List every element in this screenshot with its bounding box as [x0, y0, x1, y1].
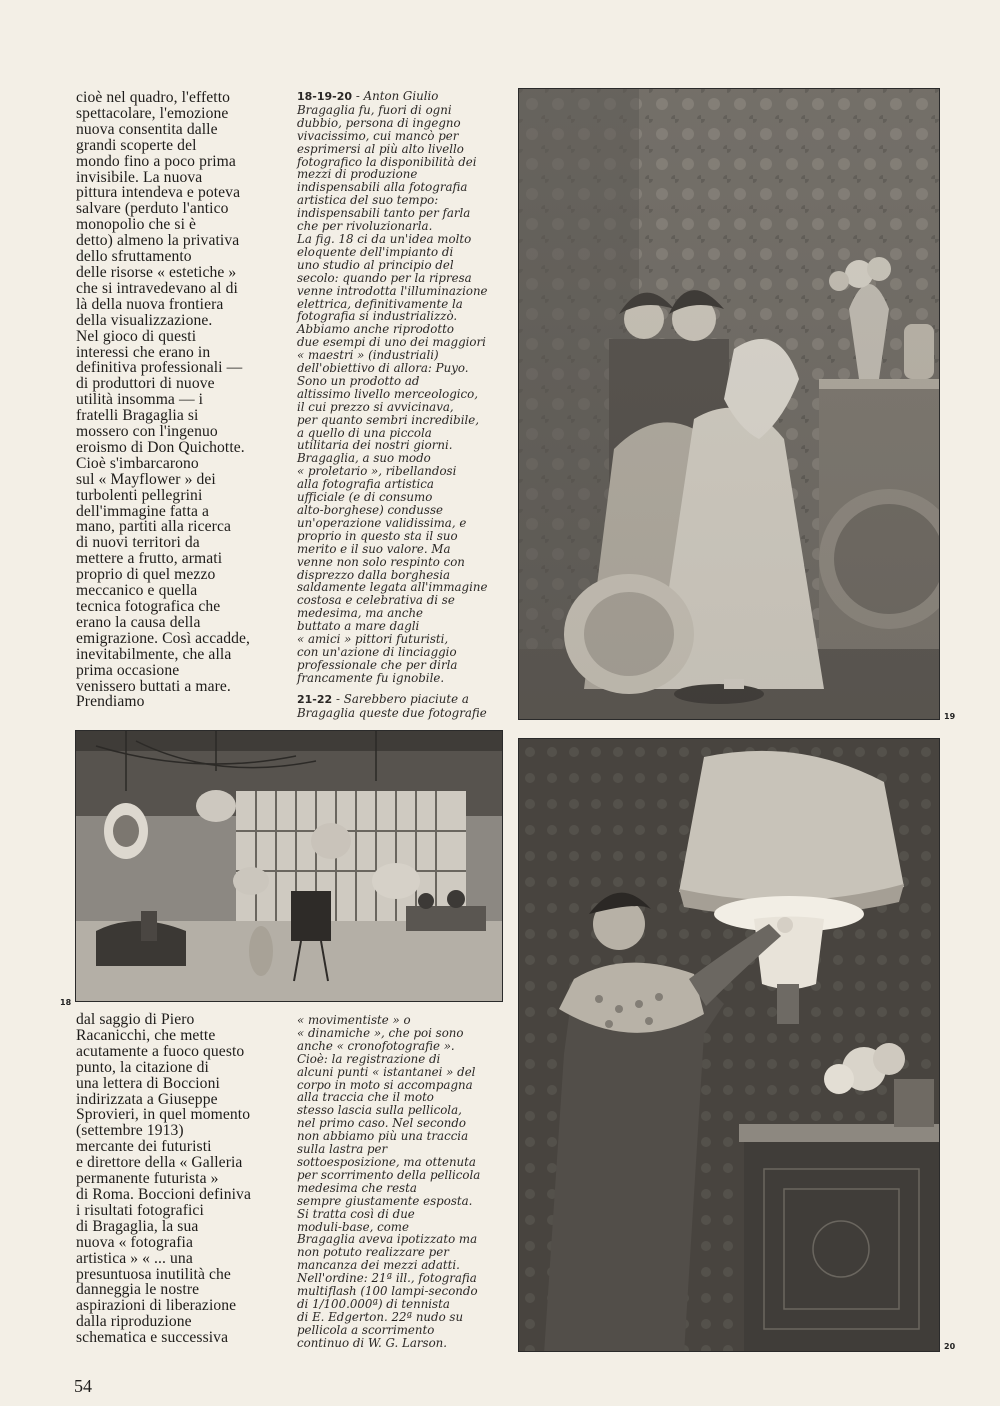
caption-line: altissimo livello merceologico,	[297, 386, 478, 401]
body-text-line: spettacolare, l'emozione	[76, 104, 229, 122]
figure-label-18: 18	[60, 998, 72, 1007]
caption-line: disprezzo dalla borghesia	[297, 567, 451, 582]
caption-line: alla fotografia artistica	[297, 477, 434, 492]
caption-line: sulla lastra per	[297, 1142, 388, 1157]
caption-line: per quanto sembri incredibile,	[297, 412, 479, 427]
body-text-line: tecnica fotografica che	[76, 598, 221, 615]
caption-line: non abbiamo più una traccia	[297, 1129, 469, 1144]
body-text-line: turbolenti pellegrini	[76, 486, 203, 504]
body-text-line: di nuovi territori da	[76, 534, 200, 552]
body-text-line: Sprovieri, in quel momento	[76, 1106, 251, 1124]
body-text-line: monopolio che si è	[76, 216, 197, 234]
caption-line: di E. Edgerton. 22ª nudo su	[297, 1309, 464, 1324]
body-text-line: erano la causa della	[76, 613, 201, 631]
caption-line: Bragaglia fu, fuori di ogni	[297, 102, 452, 117]
caption-line: venne non solo respinto con	[297, 554, 465, 569]
body-text-line: mano, partiti alla ricerca	[76, 518, 231, 536]
caption-line: eloquente dell'impianto di	[297, 244, 454, 259]
caption-figure-number: 21-22	[297, 692, 337, 706]
body-text-line: nuova « fotografia	[76, 1233, 193, 1251]
figure-label-19: 19	[944, 712, 956, 721]
body-text-line: indirizzata a Giuseppe	[76, 1090, 218, 1108]
caption-line: sempre giustamente esposta.	[297, 1193, 473, 1208]
body-text-line: di Roma. Boccioni definiva	[76, 1185, 251, 1203]
caption-line: La fig. 18 ci da un'idea molto	[297, 231, 472, 246]
body-text-line: i risultati fotografici	[76, 1201, 204, 1219]
caption-line: vivacissimo, cui mancò per	[297, 128, 459, 143]
caption-line: anche « cronofotografie ».	[297, 1038, 455, 1053]
body-text-column-bottom	[76, 1012, 286, 1346]
body-text-line: danneggia le nostre	[76, 1281, 200, 1299]
body-text-line: proprio di quel mezzo	[76, 566, 216, 584]
body-text-line: acutamente a fuoco questo	[76, 1042, 245, 1060]
caption-line: dell'obiettivo di allora: Puyo.	[297, 361, 469, 376]
body-text-line: interessi che erano in	[76, 343, 211, 361]
caption-line: indispensabili tanto per farla	[297, 206, 471, 221]
body-text-line: invisibile. La nuova	[76, 168, 203, 186]
body-text-line: sul « Mayflower » dei	[76, 470, 216, 488]
caption-line: sottoesposizione, ma ottenuta	[297, 1154, 476, 1169]
body-text-line: di produttori di nuove	[76, 375, 215, 393]
caption-line: alcuni punti « istantanei » del	[297, 1064, 476, 1079]
caption-line: continuo di W. G. Larson.	[297, 1335, 448, 1350]
caption-line: venne introdotta l'illuminazione	[297, 283, 488, 298]
caption-line: medesima, ma anche	[297, 606, 424, 621]
caption-line: mezzi di produzione	[297, 167, 418, 182]
caption-line: francamente fu ignobile.	[297, 670, 445, 685]
body-text-line: eroismo di Don Quichotte.	[76, 438, 245, 456]
caption-line: merito e il suo valore. Ma	[297, 541, 451, 556]
body-text-line: Racanicchi, che mette	[76, 1026, 216, 1044]
caption-line: artistica del suo tempo:	[297, 193, 439, 208]
body-text-line: prima occasione	[76, 661, 180, 679]
caption-line: proprio in questo sta il suo	[297, 528, 458, 543]
body-text-line: grandi scoperte del	[76, 136, 197, 154]
caption-line: dubbio, persona di ingegno	[297, 115, 461, 130]
photo-photography-studio	[75, 730, 503, 1002]
caption-line: un'operazione validissima, e	[297, 515, 467, 530]
caption-line-text: - Anton Giulio	[355, 89, 439, 103]
figure-label-20: 20	[944, 1342, 956, 1351]
body-text-line: fratelli Bragaglia si	[76, 407, 199, 425]
body-text-line: dalla riproduzione	[76, 1313, 192, 1331]
caption-line: Bragaglia, a suo modo	[297, 451, 431, 466]
body-text-line: detto) almeno la privativa	[76, 232, 240, 250]
body-text-line: schematica e successiva	[76, 1329, 229, 1347]
caption-line: stesso lascia sulla pellicola,	[297, 1103, 462, 1118]
caption-line: fotografico la disponibilità dei	[297, 154, 477, 169]
caption-line: che per rivoluzionarla.	[297, 219, 433, 234]
caption-line: uno studio al principio del	[297, 257, 454, 272]
caption-line: alto-borghese) condusse	[297, 503, 443, 517]
caption-line: Sono un prodotto ad	[297, 373, 420, 388]
caption-line: fotografia si industrializzò.	[297, 309, 458, 324]
body-text-line: che si intravedevano al di	[76, 279, 238, 297]
caption-line: elettrica, definitivamente la	[297, 296, 463, 311]
caption-line: multiflash (100 lampi-secondo	[297, 1284, 478, 1299]
caption-line: utilitaria dei nostri giorni.	[297, 438, 453, 453]
caption-line: per scorrimento della pellicola	[297, 1167, 481, 1182]
body-text-line: dello sfruttamento	[76, 248, 192, 266]
caption-line: « dinamiche », che poi sono	[297, 1025, 464, 1040]
caption-figure-number: 18-19-20	[297, 90, 356, 103]
body-text-column-top	[76, 90, 276, 710]
caption-line: Bragaglia aveva ipotizzato ma	[297, 1232, 478, 1247]
body-text-line: cioè nel quadro, l'effetto	[76, 89, 231, 106]
caption-line: due esempi di uno dei maggiori	[297, 335, 486, 350]
caption-line: esprimersi al più alto livello	[297, 141, 464, 156]
caption-line: « maestri » (industriali)	[297, 348, 439, 363]
caption-line: alla traccia che il moto	[297, 1090, 434, 1105]
body-text-line: pittura intendeva e poteva	[76, 184, 241, 202]
body-text-line: Nel gioco di questi	[76, 327, 197, 345]
caption-line: nel primo caso. Nel secondo	[297, 1116, 467, 1131]
caption-line: saldamente legata all'immagine	[297, 580, 488, 595]
caption-line: di 1/100.000ª) di tennista	[297, 1296, 450, 1311]
caption-line: professionale che per dirla	[297, 657, 458, 672]
caption-line: pellicola a scorrimento	[297, 1322, 435, 1337]
body-text-line: artistica » « ... una	[76, 1249, 193, 1267]
body-text-line: là della nuova frontiera	[76, 295, 224, 313]
body-text-line: nuova consentita dalle	[76, 120, 218, 138]
body-text-line: permanente futurista »	[76, 1170, 219, 1188]
caption-figures-21-22	[297, 1014, 507, 1350]
caption-line	[297, 90, 507, 104]
caption-line: Abbiamo anche riprodotto	[297, 322, 454, 337]
body-text-line: meccanico e quella	[76, 582, 198, 600]
photo-two-women-with-hat	[518, 88, 940, 720]
body-text-line: mondo fino a poco prima	[76, 152, 236, 170]
caption-line: secolo: quando per la ripresa	[297, 270, 472, 285]
body-text-line: emigrazione. Così accadde,	[76, 629, 251, 647]
caption-figures-18-20	[297, 90, 507, 720]
body-text-line: aspirazioni di liberazione	[76, 1297, 237, 1315]
body-text-line: dal saggio di Piero	[76, 1011, 195, 1028]
body-text-line: salvare (perduto l'antico	[76, 200, 229, 218]
caption-line: corpo in moto si accompagna	[297, 1077, 473, 1092]
body-text-line: della visualizzazione.	[76, 311, 213, 329]
caption-line: costosa e celebrativa di se	[297, 593, 455, 608]
caption-line: mancanza dei mezzi adatti.	[297, 1258, 460, 1273]
body-text-line: delle risorse « estetiche »	[76, 263, 237, 281]
body-text-line: e direttore della « Galleria	[76, 1154, 243, 1172]
caption-line: con un'azione di linciaggio	[297, 644, 457, 659]
caption-line: ufficiale (e di consumo	[297, 490, 433, 505]
caption-line: buttato a mare dagli	[297, 619, 420, 634]
body-text-line: mercante dei futuristi	[76, 1138, 212, 1156]
body-text-line: venissero buttati a mare.	[76, 677, 231, 695]
caption-line: Bragaglia queste due fotografie	[297, 705, 487, 720]
caption-line	[297, 693, 507, 707]
body-text-line: inevitabilmente, che alla	[76, 645, 232, 663]
caption-line: il cui prezzo si avvicinava,	[297, 399, 454, 414]
body-text-line: dell'immagine fatta a	[76, 502, 210, 520]
caption-line: Cioè: la registrazione di	[297, 1051, 441, 1066]
body-text-line: punto, la citazione di	[76, 1058, 209, 1076]
photo-woman-with-lamp	[518, 738, 940, 1352]
body-text-line: di Bragaglia, la sua	[76, 1217, 199, 1235]
body-text-line: Cioè s'imbarcarono	[76, 454, 199, 472]
caption-line: Si tratta così di due	[297, 1206, 415, 1221]
body-text-line: (settembre 1913)	[76, 1122, 184, 1140]
body-text-line: Prendiamo	[76, 693, 145, 711]
caption-line: « movimentiste » o	[297, 1013, 411, 1027]
body-text-line: mettere a frutto, armati	[76, 550, 223, 568]
caption-line: indispensabili alla fotografia	[297, 180, 468, 195]
caption-line: « proletario », ribellandosi	[297, 464, 457, 479]
page-number: 54	[74, 1376, 92, 1396]
caption-line: Nell'ordine: 21ª ill., fotografia	[297, 1271, 477, 1286]
body-text-line: utilità insomma — i	[76, 391, 204, 409]
caption-line-text: - Sarebbero piaciute a	[336, 691, 469, 706]
body-text-line: mossero con l'ingenuo	[76, 423, 218, 441]
body-text-line: presuntuosa inutilità che	[76, 1265, 231, 1283]
caption-line: medesima che resta	[297, 1180, 417, 1195]
caption-line: « amici » pittori futuristi,	[297, 632, 449, 647]
caption-line: moduli-base, come	[297, 1219, 409, 1234]
body-text-line: una lettera di Boccioni	[76, 1074, 220, 1092]
caption-line: a quello di una piccola	[297, 425, 432, 440]
body-text-line: definitiva professionali —	[76, 359, 243, 377]
caption-line: non potuto realizzare per	[297, 1245, 449, 1260]
